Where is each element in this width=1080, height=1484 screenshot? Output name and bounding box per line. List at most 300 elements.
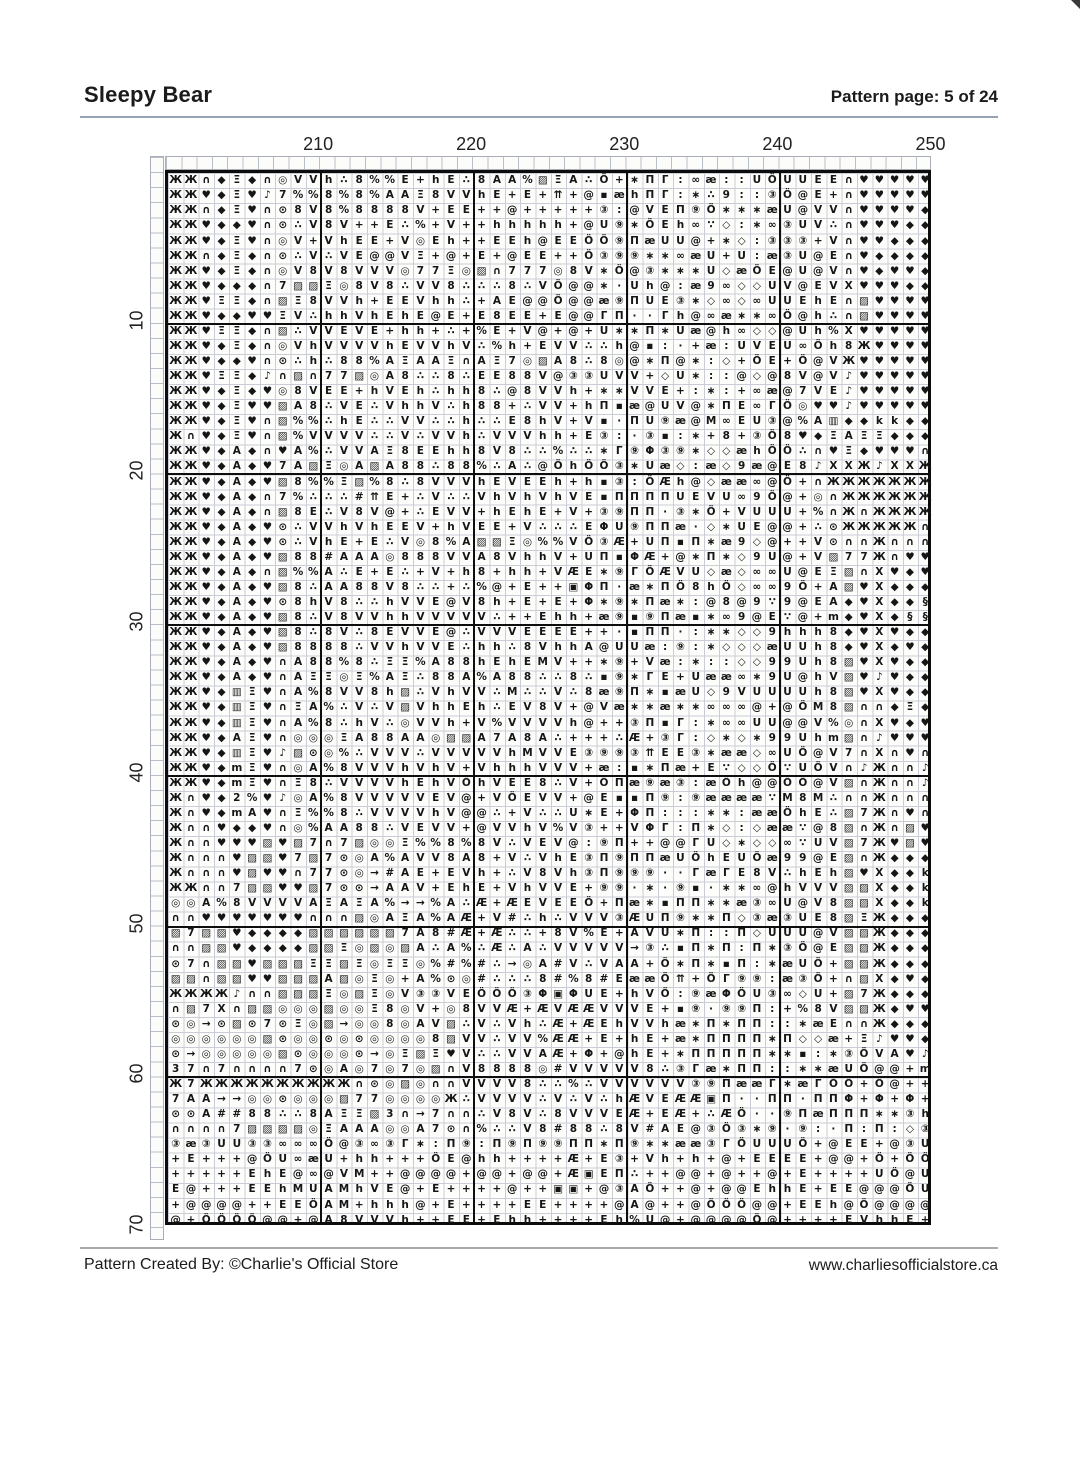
grid-cell: + bbox=[584, 1183, 594, 1196]
grid-cell: @ bbox=[675, 355, 686, 368]
grid-cell: ⑨ bbox=[691, 204, 701, 217]
grid-cell: Π bbox=[752, 1017, 762, 1030]
grid-cell: V bbox=[508, 1017, 517, 1030]
grid-cell: ∩ bbox=[263, 355, 272, 368]
grid-cell: h bbox=[707, 852, 715, 865]
grid-cell: E bbox=[493, 475, 501, 488]
grid-cell: ▨ bbox=[338, 972, 349, 985]
grid-cell: ∴ bbox=[386, 535, 394, 548]
grid-cell: ∴ bbox=[432, 370, 440, 383]
grid-cell: ∩ bbox=[905, 535, 915, 548]
grid-cell: ◇ bbox=[722, 264, 731, 277]
grid-cell: ⑨ bbox=[630, 867, 639, 880]
grid-cell: V bbox=[584, 1093, 593, 1106]
grid-cell: % bbox=[461, 957, 472, 970]
grid-cell: E bbox=[554, 596, 562, 609]
grid-cell: Ξ bbox=[233, 294, 241, 307]
grid-cell: V bbox=[737, 505, 746, 518]
grid-cell: ∴ bbox=[432, 385, 440, 398]
grid-cell: ③ bbox=[737, 1123, 747, 1136]
grid-cell: V bbox=[584, 1108, 593, 1121]
grid-cell: æ bbox=[751, 791, 763, 804]
grid-cell: Γ bbox=[692, 837, 700, 850]
grid-cell: @ bbox=[461, 791, 472, 804]
grid-cell: @ bbox=[797, 189, 809, 202]
grid-cell: V bbox=[798, 370, 807, 383]
grid-cell: % bbox=[369, 174, 380, 187]
grid-cell: ♪ bbox=[875, 460, 883, 473]
grid-cell: ∩ bbox=[263, 219, 272, 232]
grid-cell: h bbox=[431, 294, 440, 307]
grid-cell: ∩ bbox=[186, 912, 196, 925]
grid-cell: V bbox=[431, 490, 440, 503]
grid-cell: h bbox=[401, 324, 409, 337]
grid-cell: æ bbox=[705, 339, 717, 352]
grid-cell: ∗ bbox=[706, 957, 716, 970]
grid-cell: h bbox=[340, 234, 348, 247]
grid-cell: h bbox=[401, 611, 409, 624]
grid-cell: ③ bbox=[599, 249, 609, 262]
grid-cell: + bbox=[813, 1183, 823, 1196]
grid-cell: ∴ bbox=[401, 475, 409, 488]
grid-cell: ◆ bbox=[859, 415, 869, 428]
grid-cell: 8 bbox=[585, 1123, 593, 1136]
grid-cell: @ bbox=[782, 520, 793, 533]
grid-cell: Æ bbox=[460, 927, 472, 940]
grid-cell: Ж bbox=[169, 641, 183, 654]
grid-cell: ⊙ bbox=[171, 1047, 181, 1060]
grid-cell: Ж bbox=[199, 1078, 213, 1091]
grid-cell: @ bbox=[629, 355, 640, 368]
grid-cell: V bbox=[401, 234, 410, 247]
grid-cell: · bbox=[678, 339, 683, 352]
grid-cell: E bbox=[539, 837, 547, 850]
grid-cell: A bbox=[446, 897, 456, 910]
grid-cell: ◆ bbox=[905, 671, 914, 684]
grid-cell: V bbox=[492, 821, 501, 834]
grid-cell: E bbox=[340, 385, 348, 398]
grid-cell: @ bbox=[766, 370, 778, 383]
grid-cell: ◆ bbox=[248, 490, 257, 503]
grid-cell: ∴ bbox=[554, 776, 562, 789]
grid-cell: Π bbox=[660, 490, 670, 503]
grid-cell: % bbox=[338, 656, 350, 669]
grid-cell: % bbox=[537, 535, 549, 548]
grid-cell: ∗ bbox=[676, 701, 685, 714]
grid-cell: ◎ bbox=[186, 1017, 196, 1030]
grid-cell: 8 bbox=[233, 897, 241, 910]
grid-cell: ▨ bbox=[277, 505, 288, 518]
grid-cell: ◆ bbox=[905, 912, 914, 925]
grid-cell: E bbox=[523, 249, 532, 262]
grid-cell: V bbox=[523, 701, 532, 714]
grid-cell: Æ bbox=[567, 1002, 580, 1015]
grid-cell: V bbox=[385, 1213, 394, 1226]
grid-cell: ◆ bbox=[890, 249, 899, 262]
grid-cell: # bbox=[385, 867, 395, 880]
grid-cell: ⑨ bbox=[721, 1002, 731, 1015]
grid-cell: Π bbox=[630, 852, 639, 865]
grid-cell: ♥ bbox=[262, 550, 273, 563]
grid-cell: 8 bbox=[355, 189, 363, 202]
grid-cell: h bbox=[523, 219, 532, 232]
grid-cell: @ bbox=[889, 1078, 900, 1091]
grid-cell: ♥ bbox=[247, 957, 257, 970]
grid-cell: ⑨ bbox=[660, 791, 670, 804]
grid-cell: @ bbox=[766, 882, 778, 895]
grid-cell: Ж bbox=[184, 580, 198, 593]
grid-cell: + bbox=[905, 1062, 915, 1075]
grid-cell: ♥ bbox=[201, 400, 211, 413]
grid-cell: ∴ bbox=[829, 219, 838, 232]
grid-cell: Ö bbox=[859, 1198, 869, 1211]
grid-cell: U bbox=[309, 1183, 318, 1196]
grid-cell: ♥ bbox=[262, 821, 273, 834]
grid-cell: Ж bbox=[169, 279, 183, 292]
grid-cell: ♥ bbox=[889, 671, 900, 684]
grid-cell: ◎ bbox=[216, 1032, 227, 1045]
grid-cell: U bbox=[584, 987, 593, 1000]
grid-cell: æ bbox=[720, 475, 732, 488]
grid-cell: Γ bbox=[722, 1138, 730, 1151]
grid-cell: V bbox=[355, 309, 364, 322]
grid-cell: ♥ bbox=[201, 279, 211, 292]
grid-cell: + bbox=[584, 324, 594, 337]
grid-cell: ∴ bbox=[309, 611, 317, 624]
grid-cell: V bbox=[462, 505, 471, 518]
grid-major-line-horizontal bbox=[168, 624, 928, 626]
grid-cell: ▨ bbox=[843, 927, 854, 940]
grid-cell: V bbox=[569, 1062, 578, 1075]
grid-cell: Π bbox=[752, 1062, 762, 1075]
grid-cell: X bbox=[875, 882, 884, 895]
grid-cell: ⊙ bbox=[278, 1093, 288, 1106]
grid-cell: ♥ bbox=[905, 445, 915, 458]
grid-cell: + bbox=[308, 234, 318, 247]
grid-cell: @ bbox=[659, 1213, 671, 1226]
grid-cell: ∩ bbox=[247, 1062, 257, 1075]
grid-cell: ∗ bbox=[645, 249, 655, 262]
grid-cell: Ö bbox=[767, 490, 777, 503]
grid-cell: ∩ bbox=[859, 701, 869, 714]
grid-cell: V bbox=[416, 204, 425, 217]
grid-cell: ∗ bbox=[767, 957, 777, 970]
grid-cell: ③ bbox=[767, 234, 777, 247]
grid-cell: Ж bbox=[842, 475, 856, 488]
grid-cell: ∴ bbox=[493, 611, 501, 624]
grid-cell: Ж bbox=[184, 475, 198, 488]
grid-cell: Ö bbox=[553, 460, 563, 473]
grid-cell: ◆ bbox=[217, 430, 226, 443]
grid-cell: + bbox=[553, 324, 563, 337]
grid-cell: Π bbox=[737, 957, 747, 970]
grid-cell: æ bbox=[766, 912, 778, 925]
grid-cell: A bbox=[324, 821, 333, 834]
grid-cell: ◆ bbox=[921, 641, 930, 654]
grid-cell: E bbox=[829, 294, 837, 307]
grid-cell: U bbox=[691, 565, 700, 578]
grid-cell: Ж bbox=[230, 1078, 244, 1091]
grid-cell: @ bbox=[476, 821, 487, 834]
grid-cell: ♥ bbox=[262, 972, 273, 985]
grid-cell: Ж bbox=[184, 355, 198, 368]
grid-cell: 8 bbox=[386, 731, 394, 744]
grid-cell: h bbox=[340, 415, 348, 428]
grid-cell: ∴ bbox=[539, 445, 547, 458]
grid-cell: + bbox=[721, 249, 731, 262]
grid-cell: A bbox=[630, 927, 639, 940]
grid-cell: ♥ bbox=[262, 731, 273, 744]
grid-cell: ◎ bbox=[369, 912, 380, 925]
grid-cell: ∗ bbox=[691, 370, 701, 383]
grid-cell: + bbox=[461, 249, 471, 262]
grid-cell: Æ bbox=[567, 1153, 580, 1166]
grid-cell: + bbox=[201, 1168, 211, 1181]
grid-cell: ∞ bbox=[767, 897, 777, 910]
grid-cell: % bbox=[323, 791, 334, 804]
grid-cell: + bbox=[477, 1198, 486, 1211]
grid-cell: 8 bbox=[799, 460, 807, 473]
grid-cell: Ö bbox=[752, 852, 762, 865]
grid-cell: ◎ bbox=[385, 1062, 395, 1075]
grid-cell: E bbox=[646, 1032, 654, 1045]
grid-cell: E bbox=[738, 400, 746, 413]
grid-cell: V bbox=[339, 339, 348, 352]
grid-cell: ◇ bbox=[722, 355, 731, 368]
grid-cell: h bbox=[462, 400, 471, 413]
grid-cell: ∴ bbox=[386, 415, 394, 428]
grid-cell: ∗ bbox=[721, 550, 731, 563]
grid-cell: V bbox=[462, 746, 471, 759]
grid-cell: æ bbox=[827, 1032, 839, 1045]
grid-cell: V bbox=[676, 565, 685, 578]
grid-cell: Ξ bbox=[218, 294, 225, 307]
grid-cell: ∴ bbox=[370, 701, 379, 714]
grid-cell: ∗ bbox=[706, 821, 716, 834]
grid-cell: A bbox=[492, 174, 501, 187]
grid-cell: V bbox=[523, 1108, 532, 1121]
grid-cell: V bbox=[538, 897, 547, 910]
grid-cell: ♥ bbox=[201, 716, 211, 729]
grid-cell: ⑨ bbox=[676, 912, 685, 925]
grid-cell: ◆ bbox=[921, 972, 930, 985]
grid-cell: ∗ bbox=[829, 1047, 838, 1060]
grid-cell: Π bbox=[630, 234, 639, 247]
grid-cell: Ж bbox=[184, 565, 198, 578]
grid-cell: ∩ bbox=[201, 821, 211, 834]
grid-major-line-horizontal bbox=[168, 323, 928, 325]
grid-cell: ◆ bbox=[921, 701, 930, 714]
grid-cell: ∞ bbox=[737, 324, 746, 337]
grid-cell: Π bbox=[691, 535, 701, 548]
grid-cell: Ö bbox=[721, 776, 731, 789]
grid-cell: ⑨ bbox=[461, 1138, 471, 1151]
grid-cell: 8 bbox=[523, 385, 532, 398]
grid-cell: ▨ bbox=[400, 942, 411, 955]
grid-cell: V bbox=[355, 264, 364, 277]
grid-cell: Ж bbox=[169, 611, 183, 624]
grid-cell: Π bbox=[737, 1017, 747, 1030]
grid-cell: ♥ bbox=[262, 596, 273, 609]
grid-cell: · bbox=[647, 309, 652, 322]
grid-cell: V bbox=[370, 806, 379, 819]
grid-cell: ◆ bbox=[217, 686, 226, 699]
grid-cell: ◆ bbox=[905, 596, 914, 609]
grid-cell: Ö bbox=[767, 761, 777, 774]
grid-cell: + bbox=[920, 1093, 930, 1106]
grid-cell: ∩ bbox=[844, 234, 853, 247]
grid-cell: : bbox=[770, 1062, 775, 1075]
grid-cell: + bbox=[568, 701, 578, 714]
grid-cell: ♪ bbox=[875, 731, 883, 744]
grid-cell: ∴ bbox=[477, 1108, 486, 1121]
grid-cell: ∩ bbox=[217, 882, 226, 895]
grid-cell: ◇ bbox=[752, 370, 761, 383]
grid-cell: U bbox=[614, 641, 624, 654]
grid-cell: Ξ bbox=[417, 189, 424, 202]
grid-cell: ∴ bbox=[416, 746, 425, 759]
grid-cell: V bbox=[599, 1108, 609, 1121]
grid-cell: ⑨ bbox=[538, 1138, 548, 1151]
grid-cell: E bbox=[753, 1183, 761, 1196]
grid-cell: ◆ bbox=[217, 535, 226, 548]
grid-cell: h bbox=[523, 761, 532, 774]
grid-cell: + bbox=[507, 1153, 517, 1166]
grid-cell: 7 bbox=[845, 746, 853, 759]
grid-cell: ▨ bbox=[323, 942, 334, 955]
grid-cell: V bbox=[355, 611, 364, 624]
grid-cell: ∴ bbox=[508, 837, 516, 850]
grid-cell: + bbox=[920, 1078, 930, 1091]
grid-cell: @ bbox=[751, 611, 763, 624]
grid-cell: ∩ bbox=[890, 761, 899, 774]
grid-cell: Π bbox=[706, 550, 716, 563]
grid-cell: ∩ bbox=[263, 430, 272, 443]
grid-cell: V bbox=[339, 505, 348, 518]
grid-cell: ◆ bbox=[890, 1017, 899, 1030]
grid-cell: h bbox=[355, 1153, 363, 1166]
grid-cell: + bbox=[890, 1153, 899, 1166]
grid-cell: Π bbox=[676, 897, 685, 910]
grid-cell: V bbox=[492, 1108, 501, 1121]
grid-cell: Ξ bbox=[325, 279, 332, 292]
grid-cell: ∴ bbox=[508, 641, 516, 654]
grid-cell: 7 bbox=[279, 490, 287, 503]
grid-cell: + bbox=[737, 430, 747, 443]
grid-cell: + bbox=[400, 972, 410, 985]
grid-cell: 8 bbox=[845, 339, 853, 352]
grid-cell: E bbox=[814, 912, 822, 925]
grid-cell: Π bbox=[721, 400, 731, 413]
grid-cell: ◎ bbox=[798, 400, 808, 413]
grid-cell: ♥ bbox=[874, 370, 885, 383]
grid-cell: 8 bbox=[829, 656, 838, 669]
grid-cell: ♥ bbox=[201, 324, 211, 337]
grid-cell: : bbox=[739, 821, 744, 834]
grid-cell: : bbox=[586, 837, 591, 850]
grid-cell: ▨ bbox=[262, 1032, 273, 1045]
grid-cell: ∩ bbox=[462, 355, 471, 368]
grid-cell: @ bbox=[751, 1198, 763, 1211]
grid-cell: ◎ bbox=[339, 279, 349, 292]
grid-cell: ◆ bbox=[217, 475, 226, 488]
header-rule bbox=[80, 116, 998, 118]
grid-cell: h bbox=[477, 867, 486, 880]
grid-cell: § bbox=[922, 611, 928, 624]
grid-cell: Ж bbox=[169, 475, 183, 488]
grid-cell: A bbox=[370, 550, 379, 563]
grid-cell: Ж bbox=[184, 987, 198, 1000]
grid-cell: @ bbox=[690, 234, 701, 247]
grid-cell: h bbox=[370, 520, 379, 533]
grid-cell: ◆ bbox=[921, 415, 930, 428]
grid-cell: Ж bbox=[276, 1078, 290, 1091]
grid-cell: ∩ bbox=[324, 912, 333, 925]
grid-cell: ∩ bbox=[263, 204, 272, 217]
grid-cell: 8 bbox=[340, 355, 348, 368]
grid-cell: ♥ bbox=[262, 520, 273, 533]
grid-cell: ∩ bbox=[905, 776, 915, 789]
grid-cell: M bbox=[292, 1183, 304, 1196]
grid-cell: 7 bbox=[279, 279, 287, 292]
grid-cell: ∞ bbox=[737, 716, 746, 729]
grid-cell: h bbox=[401, 400, 409, 413]
grid-cell: ▨ bbox=[843, 565, 854, 578]
grid-cell: ∗ bbox=[721, 626, 731, 639]
grid-cell: æ bbox=[659, 596, 671, 609]
grid-cell: Ж bbox=[169, 309, 183, 322]
grid-cell: Æ bbox=[491, 942, 503, 955]
grid-cell: @ bbox=[415, 1168, 426, 1181]
grid-cell: 8 bbox=[477, 174, 486, 187]
grid-cell: ∩ bbox=[232, 1062, 242, 1075]
grid-cell: ♥ bbox=[859, 355, 869, 368]
grid-cell: V bbox=[492, 626, 501, 639]
grid-cell: ⊙ bbox=[278, 535, 288, 548]
grid-cell: V bbox=[508, 716, 517, 729]
grid-cell: U bbox=[920, 1183, 930, 1196]
grid-cell: A bbox=[370, 852, 379, 865]
grid-cell: X bbox=[875, 686, 884, 699]
grid-cell: 8 bbox=[340, 761, 348, 774]
grid-cell: Ж bbox=[169, 400, 183, 413]
grid-cell: ♪ bbox=[264, 189, 271, 202]
grid-cell: V bbox=[446, 475, 456, 488]
grid-cell: ∴ bbox=[630, 1168, 639, 1181]
grid-cell: h bbox=[416, 400, 425, 413]
grid-cell: @ bbox=[919, 1198, 931, 1211]
grid-cell: + bbox=[813, 1153, 823, 1166]
grid-cell: 7 bbox=[263, 1017, 272, 1030]
grid-cell: ♥ bbox=[262, 385, 273, 398]
grid-cell: V bbox=[599, 942, 609, 955]
grid-cell: % bbox=[384, 174, 396, 187]
grid-cell: ◆ bbox=[263, 942, 272, 955]
grid-cell: ∗ bbox=[645, 1138, 655, 1151]
grid-cell: h bbox=[493, 219, 501, 232]
grid-cell: + bbox=[461, 1183, 471, 1196]
grid-cell: ◎ bbox=[308, 1002, 318, 1015]
grid-cell: ◎ bbox=[522, 535, 533, 548]
grid-cell: ◎ bbox=[400, 1123, 410, 1136]
grid-cell: ♥ bbox=[905, 294, 915, 307]
grid-cell: Ö bbox=[798, 776, 808, 789]
grid-cell: æ bbox=[705, 460, 717, 473]
grid-cell: h bbox=[508, 746, 516, 759]
grid-cell: Ξ bbox=[340, 475, 348, 488]
grid-cell: Ξ bbox=[233, 174, 241, 187]
grid-cell: U bbox=[783, 339, 792, 352]
